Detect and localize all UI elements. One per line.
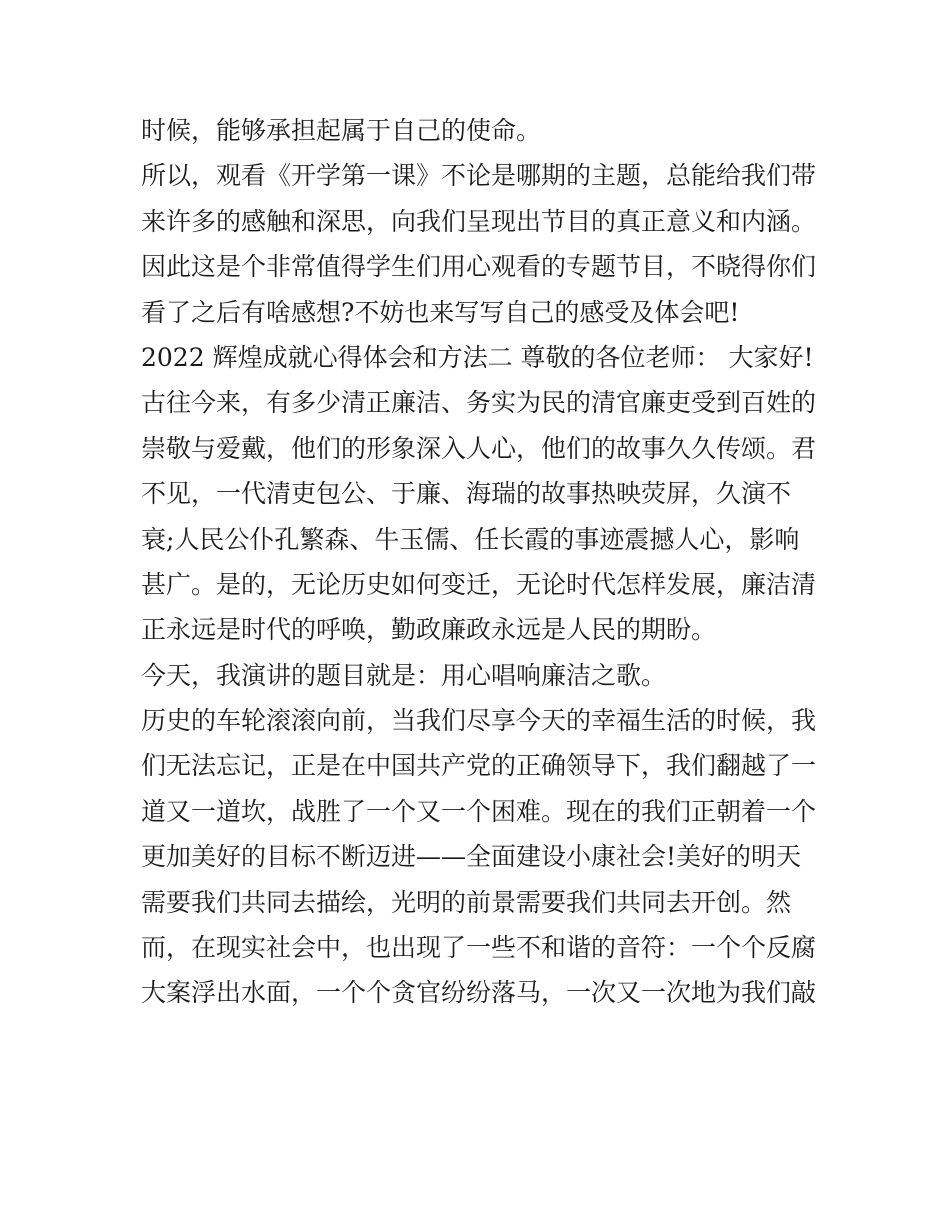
text-line: 看了之后有啥感想?不妨也来写写自己的感受及体会吧!: [141, 297, 740, 327]
body-text: [141, 108, 821, 1016]
text-line: 时候，能够承担起属于自己的使命。: [141, 116, 542, 145]
section-heading-line: 2022 辉煌成就心得体会和方法二 尊敬的各位老师： 大家好!: [141, 342, 814, 372]
text-line: 古往今来，有多少清正廉洁、务实为民的清官廉吏受到百姓的: [141, 388, 817, 418]
text-line: 今天，我演讲的题目就是：用心唱响廉洁之歌。: [141, 660, 667, 690]
text-line: 崇敬与爱戴，他们的形象深入人心，他们的故事久久传颂。君: [141, 433, 817, 463]
text-line: 道又一道坎，战胜了一个又一个困难。现在的我们正朝着一个: [141, 796, 817, 826]
text-line: 甚广。是的，无论历史如何变迁，无论时代怎样发展，廉洁清: [141, 569, 817, 599]
text-line: 而，在现实社会中，也出现了一些不和谐的音符：一个个反腐: [141, 933, 817, 963]
text-line: 因此这是个非常值得学生们用心观看的专题节目，不晓得你们: [141, 252, 817, 282]
text-line: 历史的车轮滚滚向前，当我们尽享今天的幸福生活的时候，我: [141, 706, 817, 736]
text-line: 需要我们共同去描绘，光明的前景需要我们共同去开创。然: [141, 887, 792, 917]
text-line: 所以，观看《开学第一课》不论是哪期的主题，总能给我们带: [141, 161, 817, 191]
text-line: 更加美好的目标不断迈进——全面建设小康社会!美好的明天: [141, 842, 802, 872]
text-line: 衰;人民公仆孔繁森、牛玉儒、任长霞的事迹震撼人心，影响: [141, 524, 800, 554]
text-line: 来许多的感触和深思，向我们呈现出节目的真正意义和内涵。: [141, 206, 817, 236]
text-line: 们无法忘记，正是在中国共产党的正确领导下，我们翻越了一: [141, 751, 817, 781]
text-line: 正永远是时代的呼唤，勤政廉政永远是人民的期盼。: [141, 615, 717, 645]
text-line: 大案浮出水面，一个个贪官纷纷落马，一次又一次地为我们敲: [141, 978, 817, 1008]
text-line: 不见，一代清吏包公、于廉、海瑞的故事热映荧屏，久演不: [141, 479, 792, 509]
